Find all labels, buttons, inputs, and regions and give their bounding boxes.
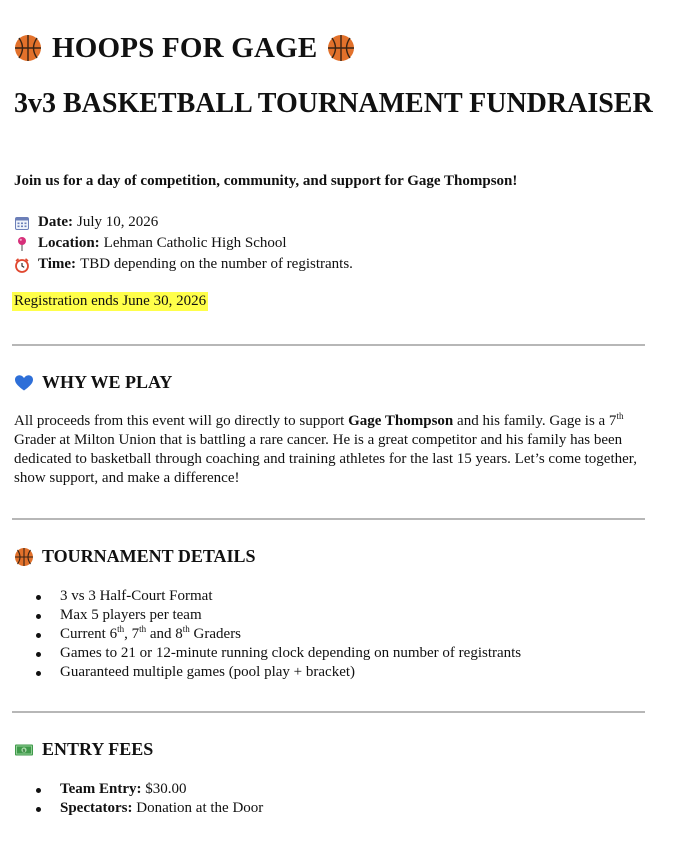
title-row <box>14 30 355 66</box>
basketball-icon <box>327 34 355 62</box>
pushpin-icon <box>14 236 30 252</box>
basketball-icon <box>14 34 42 62</box>
tournament-details-heading <box>14 546 256 567</box>
time-value: TBD depending on the number of registrants. <box>80 256 353 272</box>
ordinal-suffix: th <box>117 624 125 634</box>
divider <box>12 344 645 346</box>
section-title: WHY WE PLAY <box>42 372 173 392</box>
page-title: HOOPS FOR GAGE <box>52 32 318 64</box>
team-entry-label: Team Entry: <box>60 781 142 797</box>
divider <box>12 711 645 713</box>
registration-deadline: Registration ends June 30, 2026 <box>14 293 207 309</box>
list-item: 3 vs 3 Half-Court Format <box>36 587 521 606</box>
dollar-banknote-icon <box>14 740 34 760</box>
section-title: TOURNAMENT DETAILS <box>42 546 256 566</box>
why-we-play-paragraph <box>14 412 650 488</box>
ordinal-suffix: th <box>182 624 190 634</box>
gage-name: Gage Thompson <box>348 413 454 429</box>
spectators-value: Donation at the Door <box>136 800 264 816</box>
ordinal-suffix: th <box>616 411 624 421</box>
location-value: Lehman Catholic High School <box>103 235 287 251</box>
list-item: Guaranteed multiple games (pool play + bracket) <box>36 663 521 682</box>
tournament-details-list <box>36 587 521 682</box>
paragraph-text: All proceeds from this event will go directly to support <box>14 413 349 429</box>
why-we-play-heading <box>14 372 172 393</box>
list-item: Max 5 players per team <box>36 606 521 625</box>
date-value: July 10, 2026 <box>76 214 159 230</box>
event-subtitle: 3v3 BASKETBALL TOURNAMENT FUNDRAISER <box>14 88 653 119</box>
basketball-icon <box>14 547 34 567</box>
ordinal-suffix: th <box>139 624 147 634</box>
list-text: and 8 <box>146 626 183 642</box>
list-item <box>36 799 263 818</box>
svg-text:$: $ <box>22 748 26 754</box>
event-info <box>14 212 353 275</box>
date-row <box>14 212 353 233</box>
spectators-label: Spectators: <box>60 800 133 816</box>
alarm-clock-icon <box>14 257 30 273</box>
location-row <box>14 233 353 254</box>
blue-heart-icon <box>14 373 34 393</box>
time-label: Time: <box>38 256 77 272</box>
list-text: , 7 <box>124 626 140 642</box>
paragraph-text: and his family. Gage is a 7 <box>453 413 617 429</box>
calendar-icon <box>14 215 30 231</box>
location-label: Location: <box>38 235 100 251</box>
entry-fees-list <box>36 780 263 818</box>
list-text: Current 6 <box>60 626 118 642</box>
list-item <box>36 625 521 644</box>
list-item: Games to 21 or 12-minute running clock depending on number of registrants <box>36 644 521 663</box>
time-row <box>14 254 353 275</box>
team-entry-value: $30.00 <box>145 781 187 797</box>
section-title: ENTRY FEES <box>42 739 154 759</box>
list-item <box>36 780 263 799</box>
intro-text: Join us for a day of competition, community, and support for Gage Thompson! <box>14 173 518 189</box>
entry-fees-heading <box>14 739 153 760</box>
list-text: Graders <box>189 626 242 642</box>
paragraph-text: Grader at Milton Union that is battling a rare cancer. He is a great competitor and his family has been dedicated to basketball through coaching and training athletes for the last 15 years. Let’s come together, show support, and make a difference! <box>14 432 637 486</box>
date-label: Date: <box>38 214 73 230</box>
divider <box>12 518 645 520</box>
